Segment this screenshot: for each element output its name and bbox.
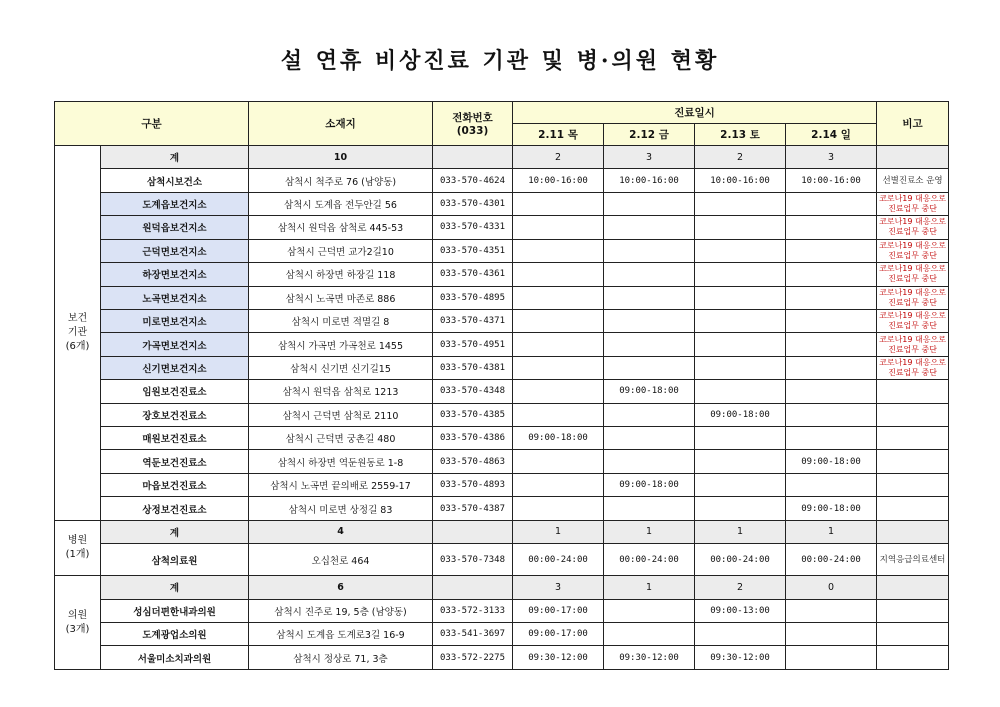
facility-address: 삼척시 노곡면 마존로 886 xyxy=(249,286,433,309)
group-label-line: 병원 xyxy=(67,534,88,546)
hours-cell xyxy=(695,192,786,215)
table-row xyxy=(55,403,949,426)
table-row xyxy=(55,450,949,473)
subtotal-day-count: 1 xyxy=(513,520,604,543)
facility-note: 지역응급의료센터 xyxy=(877,544,949,576)
group-label-line: (6개) xyxy=(65,340,90,352)
facility-name: 도계광업소의원 xyxy=(101,622,249,645)
table-row xyxy=(55,286,949,309)
facility-address: 삼척시 하장면 역둔원동로 1-8 xyxy=(249,450,433,473)
hours-cell xyxy=(695,427,786,450)
facility-name: 임원보건진료소 xyxy=(101,380,249,403)
emergency-clinic-table xyxy=(54,101,949,670)
hours-cell xyxy=(513,286,604,309)
facility-address: 삼척시 노곡면 끝의배로 2559-17 xyxy=(249,473,433,496)
facility-address: 삼척시 원덕읍 삼척로 1213 xyxy=(249,380,433,403)
hours-cell xyxy=(604,286,695,309)
facility-note xyxy=(877,599,949,622)
facility-note xyxy=(877,403,949,426)
header-date: 2.12 금 xyxy=(604,124,695,146)
group-label-line: 의원 xyxy=(67,609,88,621)
subtotal-day-count: 1 xyxy=(695,520,786,543)
hours-cell xyxy=(695,263,786,286)
subtotal-label: 계 xyxy=(101,146,249,169)
facility-phone: 033-570-4385 xyxy=(433,403,513,426)
hours-cell xyxy=(513,380,604,403)
facility-note: 코로나19 대응으로 진료업무 중단 xyxy=(877,356,949,379)
hours-cell xyxy=(604,497,695,520)
group-label-line: (1개) xyxy=(65,548,90,560)
hours-cell xyxy=(786,286,877,309)
facility-phone: 033-570-4624 xyxy=(433,169,513,192)
hours-cell xyxy=(513,309,604,332)
facility-note xyxy=(877,646,949,670)
subtotal-day-count: 3 xyxy=(786,146,877,169)
subtotal-count: 6 xyxy=(249,576,433,599)
hours-cell: 09:30-12:00 xyxy=(695,646,786,670)
hours-cell xyxy=(786,192,877,215)
facility-phone: 033-570-4387 xyxy=(433,497,513,520)
subtotal-label: 계 xyxy=(101,576,249,599)
facility-name: 장호보건진료소 xyxy=(101,403,249,426)
table-row xyxy=(55,333,949,356)
hours-cell xyxy=(695,239,786,262)
hours-cell: 00:00-24:00 xyxy=(604,544,695,576)
hours-cell xyxy=(604,403,695,426)
subtotal-phone-empty xyxy=(433,576,513,599)
hours-cell: 09:00-18:00 xyxy=(786,497,877,520)
facility-name: 가곡면보건지소 xyxy=(101,333,249,356)
table-row xyxy=(55,544,949,576)
facility-name: 삼척시보건소 xyxy=(101,169,249,192)
facility-note xyxy=(877,473,949,496)
hours-cell xyxy=(786,309,877,332)
hours-cell xyxy=(604,263,695,286)
facility-note xyxy=(877,427,949,450)
subtotal-row xyxy=(55,520,949,543)
hours-cell: 10:00-16:00 xyxy=(513,169,604,192)
facility-phone: 033-572-2275 xyxy=(433,646,513,670)
table-row xyxy=(55,192,949,215)
header-date: 2.14 일 xyxy=(786,124,877,146)
facility-name: 하장면보건지소 xyxy=(101,263,249,286)
hours-cell xyxy=(695,450,786,473)
hours-cell: 09:30-12:00 xyxy=(604,646,695,670)
facility-phone: 033-570-4301 xyxy=(433,192,513,215)
table-row xyxy=(55,356,949,379)
facility-address: 삼척시 원덕읍 삼척로 445-53 xyxy=(249,216,433,239)
facility-name: 성심더편한내과의원 xyxy=(101,599,249,622)
facility-note xyxy=(877,380,949,403)
hours-cell: 00:00-24:00 xyxy=(513,544,604,576)
hours-cell xyxy=(695,286,786,309)
page-title: 설 연휴 비상진료 기관 및 병·의원 현황 xyxy=(280,48,720,74)
facility-phone: 033-570-4863 xyxy=(433,450,513,473)
group-label xyxy=(55,146,101,521)
hours-cell: 09:30-12:00 xyxy=(513,646,604,670)
facility-name: 마읍보건진료소 xyxy=(101,473,249,496)
hours-cell: 09:00-13:00 xyxy=(695,599,786,622)
table-row xyxy=(55,622,949,645)
facility-name: 노곡면보건지소 xyxy=(101,286,249,309)
hours-cell xyxy=(786,403,877,426)
subtotal-row xyxy=(55,146,949,169)
subtotal-day-count: 1 xyxy=(604,576,695,599)
subtotal-note-empty xyxy=(877,146,949,169)
hours-cell xyxy=(604,450,695,473)
facility-phone: 033-570-4361 xyxy=(433,263,513,286)
hours-cell xyxy=(513,333,604,356)
subtotal-day-count: 3 xyxy=(513,576,604,599)
hours-cell: 09:00-18:00 xyxy=(604,380,695,403)
table-row xyxy=(55,427,949,450)
hours-cell xyxy=(513,497,604,520)
facility-phone: 033-570-4348 xyxy=(433,380,513,403)
header-date: 2.13 토 xyxy=(695,124,786,146)
facility-address: 삼척시 미로면 적멸길 8 xyxy=(249,309,433,332)
hours-cell: 00:00-24:00 xyxy=(786,544,877,576)
hours-cell xyxy=(786,216,877,239)
subtotal-note-empty xyxy=(877,576,949,599)
hours-cell xyxy=(513,403,604,426)
facility-note: 선별진료소 운영 xyxy=(877,169,949,192)
hours-cell xyxy=(786,380,877,403)
hours-cell: 09:00-18:00 xyxy=(604,473,695,496)
facility-phone: 033-570-4951 xyxy=(433,333,513,356)
facility-phone: 033-570-7348 xyxy=(433,544,513,576)
facility-name: 신기면보건지소 xyxy=(101,356,249,379)
hours-cell xyxy=(604,216,695,239)
table-row xyxy=(55,169,949,192)
table-row xyxy=(55,239,949,262)
facility-note xyxy=(877,450,949,473)
subtotal-day-count: 2 xyxy=(513,146,604,169)
table-row xyxy=(55,646,949,670)
facility-address: 삼척시 하장면 하장길 118 xyxy=(249,263,433,286)
hours-cell: 00:00-24:00 xyxy=(695,544,786,576)
facility-note xyxy=(877,622,949,645)
hours-cell xyxy=(513,192,604,215)
header-note: 비고 xyxy=(877,102,949,146)
header-date: 2.11 목 xyxy=(513,124,604,146)
facility-address: 삼척시 근덕면 궁촌길 480 xyxy=(249,427,433,450)
hours-cell xyxy=(786,333,877,356)
group-label xyxy=(55,576,101,670)
facility-note: 코로나19 대응으로 진료업무 중단 xyxy=(877,239,949,262)
hours-cell xyxy=(786,646,877,670)
facility-note: 코로나19 대응으로 진료업무 중단 xyxy=(877,263,949,286)
facility-address: 삼척시 신기면 신기길15 xyxy=(249,356,433,379)
facility-note: 코로나19 대응으로 진료업무 중단 xyxy=(877,192,949,215)
table-row xyxy=(55,263,949,286)
facility-note: 코로나19 대응으로 진료업무 중단 xyxy=(877,286,949,309)
facility-address: 삼척시 가곡면 가곡천로 1455 xyxy=(249,333,433,356)
table-row xyxy=(55,599,949,622)
subtotal-count: 4 xyxy=(249,520,433,543)
facility-name: 도계읍보건지소 xyxy=(101,192,249,215)
hours-cell: 09:00-17:00 xyxy=(513,622,604,645)
hours-cell xyxy=(604,356,695,379)
hours-cell xyxy=(513,356,604,379)
hours-cell xyxy=(695,473,786,496)
hours-cell xyxy=(604,239,695,262)
facility-address: 삼척시 진주로 19, 5층 (남양동) xyxy=(249,599,433,622)
hours-cell: 09:00-18:00 xyxy=(786,450,877,473)
hours-cell: 09:00-17:00 xyxy=(513,599,604,622)
subtotal-day-count: 2 xyxy=(695,576,786,599)
facility-phone: 033-570-4895 xyxy=(433,286,513,309)
facility-phone: 033-541-3697 xyxy=(433,622,513,645)
hours-cell: 10:00-16:00 xyxy=(695,169,786,192)
facility-address: 삼척시 미로면 상정길 83 xyxy=(249,497,433,520)
subtotal-label: 계 xyxy=(101,520,249,543)
subtotal-phone-empty xyxy=(433,520,513,543)
hours-cell xyxy=(786,263,877,286)
table-row xyxy=(55,380,949,403)
hours-cell xyxy=(786,622,877,645)
header-phone xyxy=(433,102,513,146)
subtotal-day-count: 1 xyxy=(786,520,877,543)
hours-cell xyxy=(695,216,786,239)
facility-note xyxy=(877,497,949,520)
facility-name: 삼척의료원 xyxy=(101,544,249,576)
header-schedule: 진료일시 xyxy=(513,102,877,124)
facility-name: 서울미소치과의원 xyxy=(101,646,249,670)
hours-cell: 09:00-18:00 xyxy=(695,403,786,426)
facility-address: 오십천로 464 xyxy=(249,544,433,576)
hours-cell xyxy=(604,427,695,450)
hours-cell xyxy=(695,356,786,379)
facility-name: 상정보건진료소 xyxy=(101,497,249,520)
hours-cell xyxy=(604,333,695,356)
facility-name: 매원보건진료소 xyxy=(101,427,249,450)
hours-cell xyxy=(695,380,786,403)
subtotal-note-empty xyxy=(877,520,949,543)
facility-address: 삼척시 근덕면 교가2길10 xyxy=(249,239,433,262)
header-phone-area: (033) xyxy=(456,125,489,137)
facility-address: 삼척시 근덕면 삼척로 2110 xyxy=(249,403,433,426)
group-label xyxy=(55,520,101,575)
facility-note: 코로나19 대응으로 진료업무 중단 xyxy=(877,333,949,356)
hours-cell xyxy=(604,622,695,645)
hours-cell xyxy=(695,497,786,520)
hours-cell xyxy=(695,333,786,356)
subtotal-day-count: 0 xyxy=(786,576,877,599)
facility-phone: 033-572-3133 xyxy=(433,599,513,622)
subtotal-phone-empty xyxy=(433,146,513,169)
header-address: 소재지 xyxy=(249,102,433,146)
facility-address: 삼척시 척주로 76 (남양동) xyxy=(249,169,433,192)
facility-address: 삼척시 정상로 71, 3층 xyxy=(249,646,433,670)
table-row xyxy=(55,309,949,332)
hours-cell xyxy=(786,356,877,379)
hours-cell xyxy=(786,239,877,262)
hours-cell xyxy=(513,263,604,286)
hours-cell: 10:00-16:00 xyxy=(604,169,695,192)
hours-cell xyxy=(786,427,877,450)
hours-cell xyxy=(786,473,877,496)
hours-cell xyxy=(604,192,695,215)
hours-cell: 10:00-16:00 xyxy=(786,169,877,192)
group-label-line: 보건 xyxy=(67,312,88,324)
hours-cell xyxy=(513,239,604,262)
facility-name: 근덕면보건지소 xyxy=(101,239,249,262)
hours-cell xyxy=(513,473,604,496)
facility-phone: 033-570-4893 xyxy=(433,473,513,496)
facility-address: 삼척시 도계읍 전두안길 56 xyxy=(249,192,433,215)
header-category: 구분 xyxy=(55,102,249,146)
hours-cell xyxy=(604,599,695,622)
subtotal-day-count: 2 xyxy=(695,146,786,169)
facility-phone: 033-570-4381 xyxy=(433,356,513,379)
subtotal-day-count: 1 xyxy=(604,520,695,543)
facility-note: 코로나19 대응으로 진료업무 중단 xyxy=(877,216,949,239)
subtotal-row xyxy=(55,576,949,599)
facility-name: 원덕읍보건지소 xyxy=(101,216,249,239)
hours-cell xyxy=(695,309,786,332)
header-phone-label: 전화번호 xyxy=(452,112,493,124)
table-row xyxy=(55,497,949,520)
hours-cell xyxy=(786,599,877,622)
facility-phone: 033-570-4351 xyxy=(433,239,513,262)
facility-name: 역둔보건진료소 xyxy=(101,450,249,473)
facility-phone: 033-570-4386 xyxy=(433,427,513,450)
subtotal-count: 10 xyxy=(249,146,433,169)
subtotal-day-count: 3 xyxy=(604,146,695,169)
facility-name: 미로면보건지소 xyxy=(101,309,249,332)
facility-phone: 033-570-4331 xyxy=(433,216,513,239)
hours-cell xyxy=(513,450,604,473)
hours-cell xyxy=(604,309,695,332)
table-row xyxy=(55,473,949,496)
group-label-line: 기관 xyxy=(67,326,88,338)
facility-note: 코로나19 대응으로 진료업무 중단 xyxy=(877,309,949,332)
hours-cell: 09:00-18:00 xyxy=(513,427,604,450)
hours-cell xyxy=(513,216,604,239)
facility-phone: 033-570-4371 xyxy=(433,309,513,332)
hours-cell xyxy=(695,622,786,645)
facility-address: 삼척시 도계읍 도계로3길 16-9 xyxy=(249,622,433,645)
group-label-line: (3개) xyxy=(65,623,90,635)
table-row xyxy=(55,216,949,239)
